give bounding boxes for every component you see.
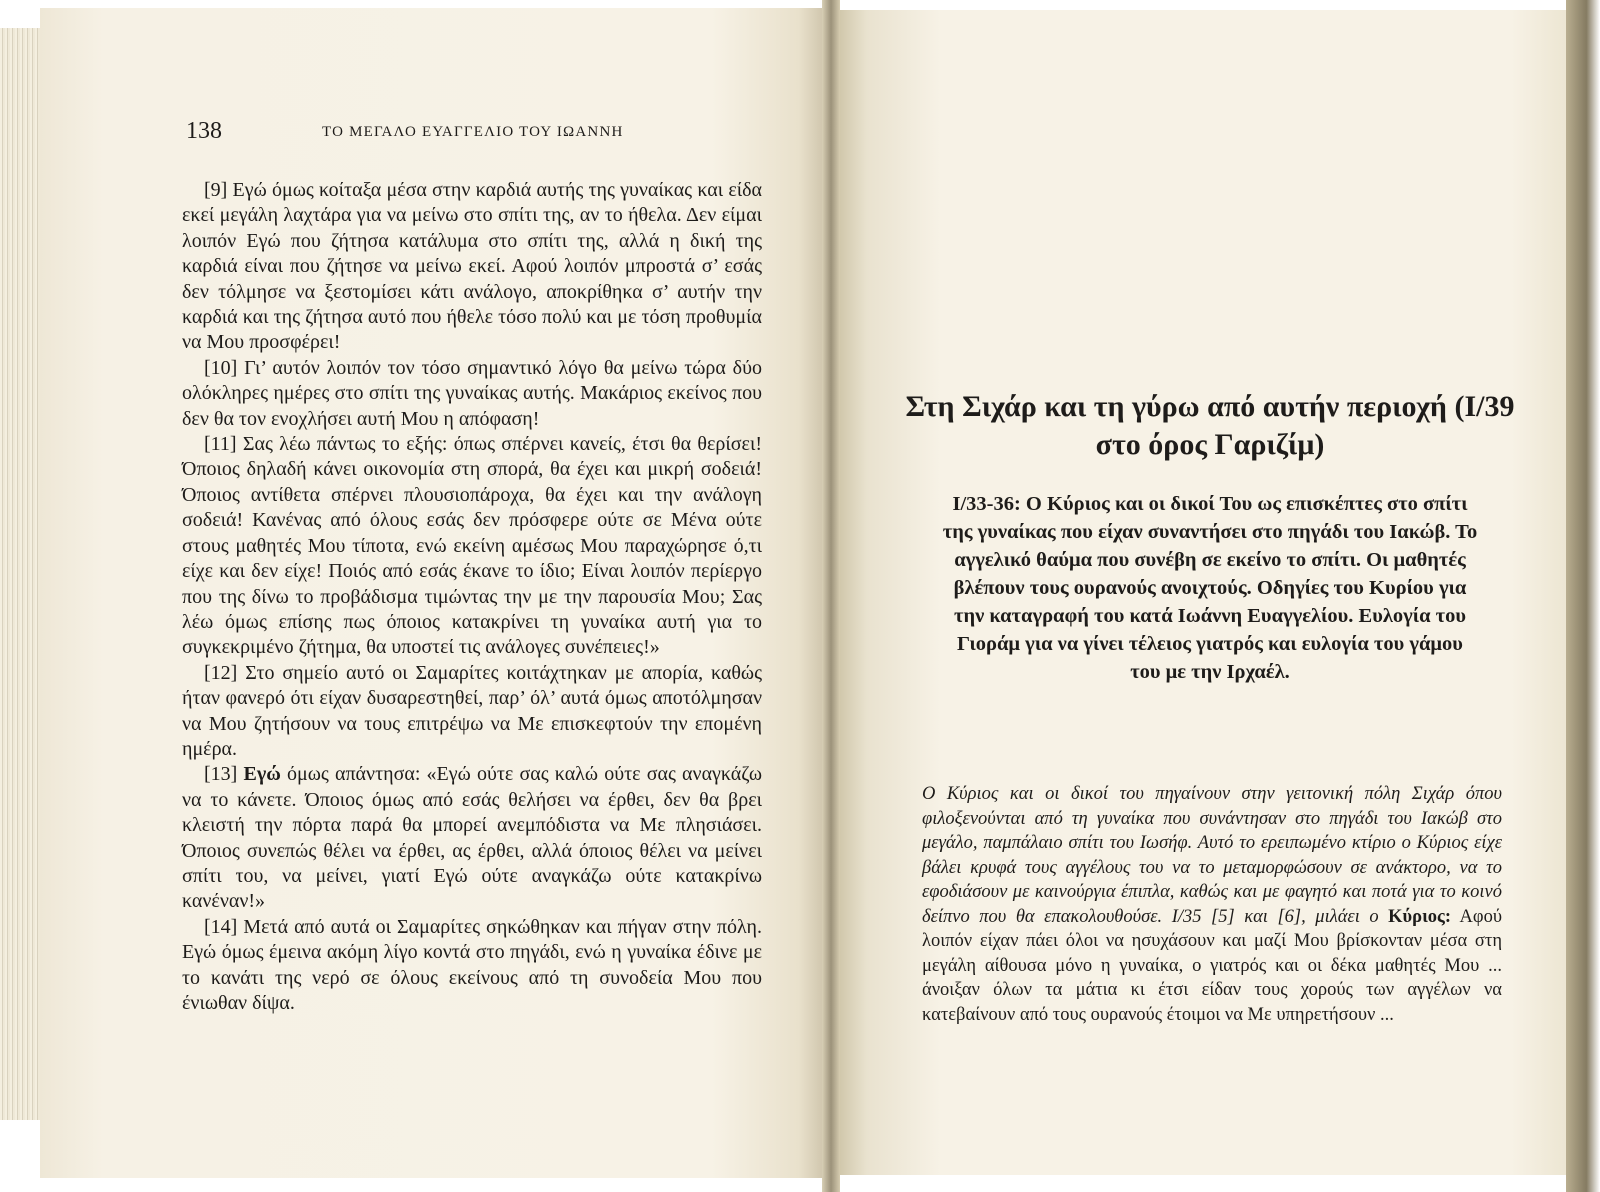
paragraph-9: [9] Εγώ όμως κοίταξα μέσα στην καρδιά αυτής της γυναίκας και είδα εκεί μεγάλη λαχτάρα για να μείνω στο σπίτι της, αν το ήθελα. Δεν είμαι λοιπόν Εγώ που ζήτησα κατάλυμα στο σπίτι της, αλλά η δική της καρδιά είναι που ζήτησε να μείνω εκεί. Αφού λοιπόν μπροστά σ’ εσάς δεν τόλμησε να ξεστομίσει κάτι ανάλογο, αποκρίθηκα σ’ αυτήν την καρδιά και της ζήτησα αυτό που ήθελε τόσο πολύ και με τόση προθυμία να Μου προσφέρει! bbox=[182, 179, 762, 354]
paragraph-11: [11] Σας λέω πάντως το εξής: όπως σπέρνει κανείς, έτσι θα θερίσει! Όποιος δηλαδή κάνει οικονομία στη σπορά, θα έχει και μικρή σοδειά! Όποιος αντίθετα σπέρνει πλουσιοπάροχα, θα έχει και την ανάλογη σοδειά! Κανένας από όλους εσάς δεν πρόσφερε ούτε σε Μένα ούτε στους μαθητές Μου τίποτα, ενώ εκείνη αμέσως Μου παραχώρησε ό,τι είχε και δεν είχε! Ποιός από εσάς έκανε το ίδιο; Είναι λοιπόν περίεργο που της δίνω το προβάδισμα τιμώντας την με την παρουσία Μου; Σας λέω όμως επίσης πως όποιος κατακρίνει τη γυναίκα αυτή για το συγκεκριμένο ζήτημα, θα υποστεί τις ανάλογες συνέπειες!» bbox=[182, 433, 762, 659]
paragraph-13 bbox=[182, 762, 762, 914]
right-page-edge bbox=[1566, 0, 1600, 1192]
synopsis-quote: Αφού λοιπόν είχαν πάει όλοι να ησυχάσουν και μαζί Μου βρίσκονταν μέσα στη μεγάλη αίθουσα μόνο η γυναίκα, ο γιατρός και οι δέκα μαθητές Μου ... άνοιξαν όλων τα μάτια κι έτσι είδαν τους χορούς των αγγέλων να κατεβαίνουν από τους ουρανούς έτοιμοι να Με υπηρετήσουν ... bbox=[922, 906, 1502, 1025]
paragraph-13-number: [13] bbox=[204, 763, 244, 786]
synopsis-italic-text: Ο Κύριος και οι δικοί του πηγαίνουν στην γειτονική πόλη Σιχάρ όπου φιλοξενούνται από τη γυναίκα που συνάντησαν στο πηγάδι του Ιακώβ στο μεγάλο, παμπάλαιο σπίτι του Ιωσήφ. Αυτό το ερειπωμένο κτίριο ο Κύριος είχε βάλει κρυφά τους αγγέλους του να το μεταμορφώσουν σε ανάκτορο, να το εφοδιάσουν με καινούργια έπιπλα, καθώς και με φαγητό και ποτά για το κοινό δείπνο που θα επακολουθούσε. Ι/35 [5] και [6], μιλάει ο bbox=[922, 784, 1502, 927]
paragraph-10: [10] Γι’ αυτόν λοιπόν τον τόσο σημαντικό λόγο θα μείνω τώρα δύο ολόκληρες ημέρες στο σπίτι της γυναίκας αυτής. Μακάριος εκείνος που δεν θα τον ενοχλήσει αυτή Μου η απόφαση! bbox=[182, 356, 762, 430]
paragraph-13-bold-word: Εγώ bbox=[243, 763, 281, 786]
page-number: 138 bbox=[186, 118, 222, 144]
paragraph-12: [12] Στο σημείο αυτό οι Σαμαρίτες κοιτάχτηκαν με απορία, καθώς ήταν φανερό ότι είχαν δυσαρεστηθεί, παρ’ όλ’ αυτά όμως αποτόλμησαν να Μου ζητήσουν να τους επιτρέψω να Με επισκεφτούν την επομένη ημέρα. bbox=[182, 661, 762, 760]
paragraph-14: [14] Μετά από αυτά οι Σαμαρίτες σηκώθηκαν και πήγαν στην πόλη. Εγώ όμως έμεινα ακόμη λίγο κοντά στο πηγάδι, ενώ η γυναίκα έδινε με το κανάτι της νερό σε όλους εκείνους από τη συνοδεία Μου που ένιωθαν δίψα. bbox=[182, 915, 762, 1014]
synopsis-paragraph bbox=[922, 782, 1502, 1027]
running-head: ΤΟ ΜΕΓΑΛΟ ΕΥΑΓΓΕΛΙΟ ΤΟΥ ΙΩΑΝΝΗ bbox=[322, 124, 624, 140]
page-stack-edge bbox=[0, 28, 45, 1120]
left-page-body bbox=[182, 178, 762, 1016]
paragraph-13-text: όμως απάντησα: «Εγώ ούτε σας καλώ ούτε σας αναγκάζω να το κάνετε. Όποιος όμως από εσάς θελήσει να έρθει, δεν θα βρει κλειστή την πόρτα παρά θα μπορεί ανεμπόδιστα να Με πλησιάσει. Όποιος συνεπώς θέλει να έρθει, ας έρθει, αλλά όποιος θέλει να μείνει σπίτι του, να μείνει, γιατί Εγώ ούτε αναγκάζω ούτε κατακρίνω κανέναν!» bbox=[182, 763, 763, 913]
book-gutter bbox=[822, 0, 840, 1192]
chapter-summary: Ι/33-36: Ο Κύριος και οι δικοί Του ως επισκέπτες στο σπίτι της γυναίκας που είχαν συναντήσει στο πηγάδι του Ιακώβ. Το αγγελικό θαύμα που συνέβη σε εκείνο το σπίτι. Οι μαθητές βλέπουν τους ουρανούς ανοιχτούς. Οδηγίες του Κυρίου για την καταγραφή του κατά Ιωάννη Ευαγγελίου. Ευλογία του Γιοράμ για να γίνει τέλειος γιατρός και ευλογία του γάμου του με την Ιρχαέλ. bbox=[942, 493, 1478, 683]
chapter-synopsis bbox=[922, 782, 1502, 1027]
synopsis-speaker: Κύριος: bbox=[1388, 906, 1452, 927]
chapter-title: Στη Σιχάρ και τη γύρω από αυτήν περιοχή (Ι/39 στο όρος Γαριζίμ) bbox=[905, 390, 1515, 461]
